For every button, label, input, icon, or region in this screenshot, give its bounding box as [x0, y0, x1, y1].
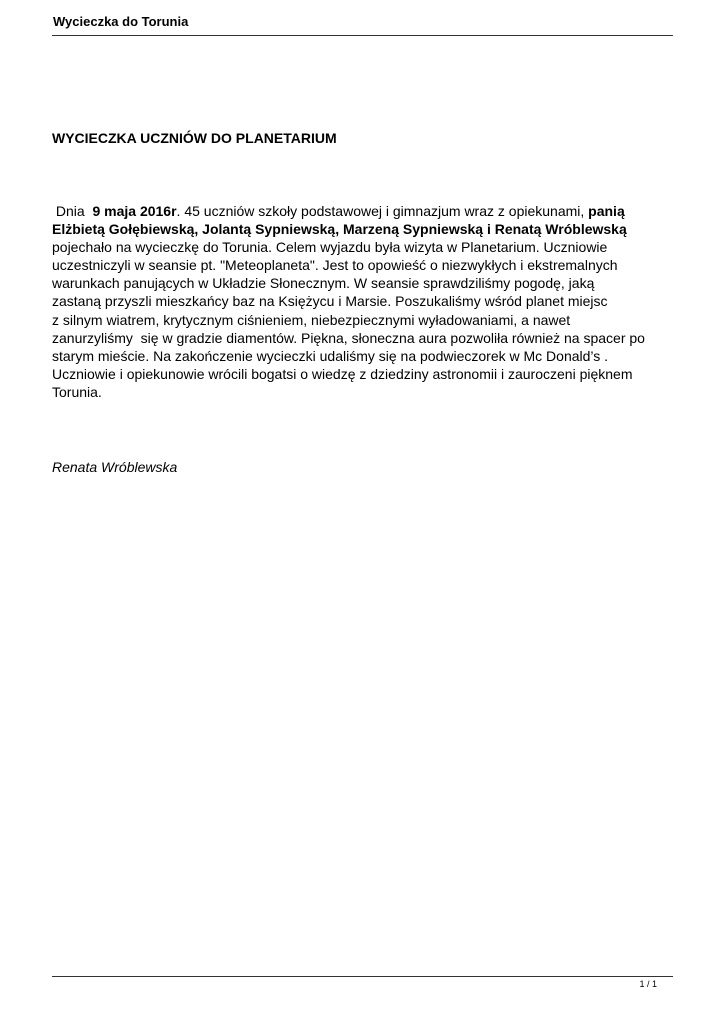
- bold-text-segment: 9 maja 2016r: [92, 203, 177, 219]
- article-signature: Renata Wróblewska: [52, 459, 178, 475]
- text-segment: starym mieście. Na zakończenie wycieczki udaliśmy się na podwieczorek w Mc Donald’s .: [52, 347, 609, 364]
- article-line: [52, 311, 677, 329]
- article-line: [52, 347, 677, 365]
- page-number: 1 / 1: [639, 979, 657, 989]
- text-segment: uczestniczyli w seansie pt. "Meteoplaneta". Jest to opowieść o niezwykłych i ekstremalnych: [52, 257, 618, 274]
- text-segment: . 45 uczniów szkoły podstawowej i gimnazjum wraz z opiekunami,: [176, 203, 589, 219]
- footer-divider: [52, 976, 673, 977]
- article-line: [52, 220, 677, 238]
- text-segment: Torunia.: [52, 383, 102, 400]
- text-segment: z silnym wiatrem, krytycznym ciśnieniem, niebezpiecznymi wyładowaniami, a nawet: [52, 311, 571, 328]
- article-line: [52, 365, 677, 383]
- text-segment: warunkach panujących w Układzie Słonecznym. W seansie sprawdziliśmy pogodę, jaką: [52, 275, 595, 292]
- text-segment: Uczniowie i opiekunowie wrócili bogatsi o wiedzę z dziedziny astronomii i zauroczeni pięknem: [52, 365, 633, 382]
- article-heading: WYCIECZKA UCZNIÓW DO PLANETARIUM: [52, 130, 337, 146]
- text-segment: zastaną przyszli mieszkańcy baz na Księżycu i Marsie. Poszukaliśmy wśród planet miejsc: [52, 293, 608, 310]
- article-line: [52, 292, 677, 310]
- article-line: [52, 383, 677, 401]
- article-line: [52, 238, 677, 256]
- text-segment: Dnia: [52, 203, 93, 219]
- article-line: [52, 274, 677, 292]
- text-segment: zanurzyliśmy się w gradzie diamentów. Piękna, słoneczna aura pozwoliła również na spacer po: [52, 329, 645, 346]
- article-body: [52, 202, 677, 401]
- text-segment: pojechało na wycieczkę do Torunia. Celem wyjazdu była wizyta w Planetarium. Uczniowie: [52, 239, 608, 256]
- bold-text-segment: panią: [588, 203, 625, 219]
- article-line: [52, 202, 677, 220]
- article-line: [52, 256, 677, 274]
- article-line: [52, 329, 677, 347]
- bold-text-segment: Elżbietą Gołębiewską, Jolantą Sypniewską, Marzeną Sypniewską i Renatą Wróblewską: [52, 221, 627, 238]
- page-header-title: Wycieczka do Torunia: [53, 14, 189, 29]
- header-divider: [52, 35, 673, 36]
